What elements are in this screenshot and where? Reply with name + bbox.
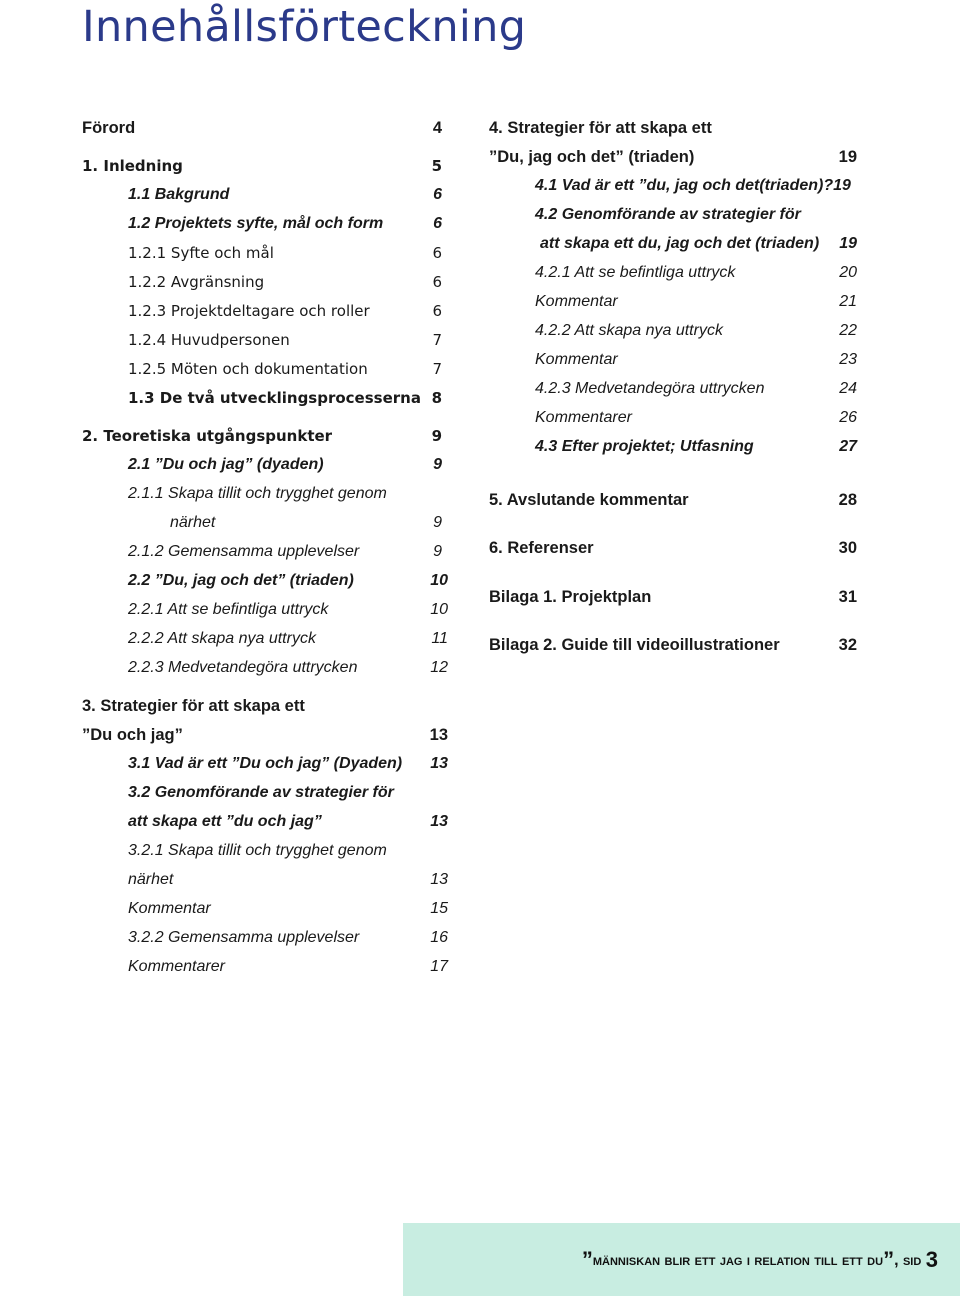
toc-entry-1-2-4[interactable] [128,327,442,353]
toc-entry-chapter-2[interactable] [82,423,442,449]
toc-label: att skapa ett ”du och jag” [128,813,322,830]
toc-entry-2-2[interactable] [128,568,448,594]
toc-entry-1-1[interactable] [128,182,442,208]
footer-tagline: människan blir ett jag i relation till ett du [592,1252,884,1269]
toc-label: Bilaga 2. Guide till videoillustrationer [489,636,780,654]
toc-entry-kommentar[interactable] [128,896,448,922]
toc-entry-forord[interactable] [82,115,442,141]
toc-label: 4.2.3 Medvetandegöra uttrycken [535,380,765,397]
toc-entry-chapter-3[interactable] [82,693,448,719]
toc-label: 1.2 Projektets syfte, mål och form [128,215,384,232]
toc-page-number: 30 [838,539,857,557]
toc-page-number: 13 [430,871,448,888]
toc-label: 5. Avslutande kommentar [489,491,689,509]
toc-entry-3-2-1[interactable] [128,838,448,864]
toc-page-number: 21 [839,293,857,310]
toc-label: 1.1 Bakgrund [128,186,230,203]
toc-label: Kommentarer [535,409,632,426]
toc-label: 2. Teoretiska utgångspunkter [82,427,333,445]
footer-banner [403,1223,960,1296]
toc-page-number: 6 [432,302,442,320]
toc-entry-kommentar[interactable] [535,289,857,315]
toc-label: 2.1 ”Du och jag” (dyaden) [128,456,324,473]
toc-entry-2-1-2[interactable] [128,539,442,565]
toc-label: 4. Strategier för att skapa ett [489,119,712,137]
toc-page-number: 20 [839,264,857,281]
toc-entry-4-2-1[interactable] [535,260,857,286]
toc-label: 6. Referenser [489,539,594,557]
toc-page-number: 6 [433,186,442,203]
toc-entry-1-2-5[interactable] [128,356,442,382]
toc-entry-2-2-1[interactable] [128,597,448,623]
toc-label: 1.2.4 Huvudpersonen [128,331,290,349]
toc-entry-kommentarer[interactable] [128,954,448,980]
toc-page-number: 23 [839,351,857,368]
toc-label: närhet [128,871,174,888]
toc-label: Förord [82,119,136,137]
toc-entry-chapter-4-cont[interactable] [489,144,857,170]
toc-page-number: 6 [432,273,442,291]
toc-entry-1-2-1[interactable] [128,240,442,266]
toc-page-number: 9 [433,543,442,560]
toc-entry-1-3[interactable] [128,385,442,411]
page-title: Innehållsförteckning [82,2,527,52]
toc-entry-kommentarer[interactable] [535,405,857,431]
toc-entry-4-3[interactable] [535,434,857,460]
toc-entry-4-1[interactable] [535,173,857,199]
toc-label: 3.2.1 Skapa tillit och trygghet genom [128,842,387,859]
toc-entry-1-2-3[interactable] [128,298,442,324]
footer-open-quote: ” [581,1247,593,1272]
toc-label: 3.2 Genomförande av strategier för [128,784,394,801]
toc-entry-3-2-2[interactable] [128,925,448,951]
toc-label: 2.1.1 Skapa tillit och trygghet genom [128,485,387,502]
toc-page-number: 16 [430,929,448,946]
toc-page-number: 15 [430,900,448,917]
toc-entry-chapter-3-cont[interactable] [82,722,448,748]
toc-entry-chapter-5[interactable] [489,487,857,513]
toc-page-number: 24 [839,380,857,397]
toc-label: 4.2.1 Att se befintliga uttryck [535,264,736,281]
toc-page-number: 6 [433,215,442,232]
toc-page-number: 13 [430,755,448,772]
toc-page-number: 7 [432,331,442,349]
toc-page-number: 31 [838,588,857,606]
toc-entry-chapter-6[interactable] [489,535,857,561]
toc-label: 2.2.1 Att se befintliga uttryck [128,601,329,618]
toc-entry-4-2-2[interactable] [535,318,857,344]
toc-entry-4-2-3[interactable] [535,376,857,402]
toc-entry-3-1[interactable] [128,751,448,777]
toc-entry-bilaga-2[interactable] [489,632,857,658]
toc-page-number: 4 [432,119,442,137]
toc-page-number: 8 [431,389,442,407]
toc-label: 2.1.2 Gemensamma upplevelser [128,543,360,560]
toc-label: 2.2 ”Du, jag och det” (triaden) [128,572,354,589]
toc-label: 2.2.3 Medvetandegöra uttrycken [128,659,358,676]
toc-page-number: 19 [839,235,857,252]
toc-entry-2-1-1[interactable] [128,481,442,507]
toc-label: närhet [170,514,216,531]
toc-label: 1.2.5 Möten och dokumentation [128,360,368,378]
toc-label: 1.2.1 Syfte och mål [128,244,274,262]
toc-label: 1.2.3 Projektdeltagare och roller [128,302,370,320]
toc-page-number: 9 [431,427,442,445]
toc-label: att skapa ett du, jag och det (triaden) [540,235,820,252]
toc-page-number: 10 [430,601,448,618]
toc-label: Kommentar [535,293,618,310]
toc-label: Bilaga 1. Projektplan [489,588,652,606]
toc-label: ”Du, jag och det” (triaden) [489,148,695,166]
toc-page-number: 32 [838,636,857,654]
toc-page-number: 13 [429,726,448,744]
toc-entry-bilaga-1[interactable] [489,584,857,610]
toc-entry-2-2-2[interactable] [128,626,448,652]
toc-page-number: 12 [430,659,448,676]
footer-page-label: , sid [894,1252,926,1269]
toc-entry-3-2-1-cont[interactable] [128,867,448,893]
toc-label: Kommentar [535,351,618,368]
toc-page-number: 6 [432,244,442,262]
toc-label: 4.2 Genomförande av strategier för [535,206,801,223]
toc-page-number: 9 [433,456,442,473]
toc-entry-chapter-1[interactable] [82,153,442,179]
toc-entry-1-2[interactable] [128,211,442,237]
toc-label: 1.2.2 Avgränsning [128,273,265,291]
toc-entry-2-2-3[interactable] [128,655,448,681]
toc-label: 2.2.2 Att skapa nya uttryck [128,630,316,647]
toc-entry-2-1[interactable] [128,452,442,478]
toc-entry-4-2-cont[interactable] [540,231,857,257]
toc-entry-2-1-1-cont[interactable] [170,510,442,536]
toc-label: 4.2.2 Att skapa nya uttryck [535,322,723,339]
toc-entry-3-2-cont[interactable] [128,809,448,835]
toc-page-number: 10 [430,572,448,589]
toc-page-number: 27 [839,438,857,455]
toc-page-number: 7 [432,360,442,378]
footer-page-number: 3 [925,1247,938,1272]
toc-entry-chapter-4[interactable] [489,115,857,141]
toc-label: ”Du och jag” [82,726,183,744]
toc-label: 1.3 De två utvecklingsprocesserna [128,389,421,407]
toc-page-number: 22 [839,322,857,339]
toc-entry-kommentar[interactable] [535,347,857,373]
toc-label: Kommentarer [128,958,225,975]
toc-label: Kommentar [128,900,211,917]
toc-label: 4.1 Vad är ett ”du, jag och det(triaden)?19 [535,177,851,194]
toc-label: 3.2.2 Gemensamma upplevelser [128,929,360,946]
toc-label: 3. Strategier för att skapa ett [82,697,305,715]
footer-close-quote: ” [883,1247,895,1272]
toc-entry-1-2-2[interactable] [128,269,442,295]
toc-page-number: 17 [430,958,448,975]
toc-page-number: 19 [838,148,857,166]
toc-page-number: 9 [433,514,442,531]
toc-entry-3-2[interactable] [128,780,448,806]
toc-page-number: 13 [430,813,448,830]
toc-page-number: 11 [431,630,448,647]
toc-label: 3.1 Vad är ett ”Du och jag” (Dyaden) [128,755,403,772]
toc-page-number: 26 [839,409,857,426]
toc-entry-4-2[interactable] [535,202,857,228]
toc-label: 4.3 Efter projektet; Utfasning [535,438,754,455]
toc-page-number: 28 [838,491,857,509]
toc-page-number: 5 [431,157,442,175]
footer-running-title [582,1247,938,1273]
toc-label: 1. Inledning [82,157,183,175]
